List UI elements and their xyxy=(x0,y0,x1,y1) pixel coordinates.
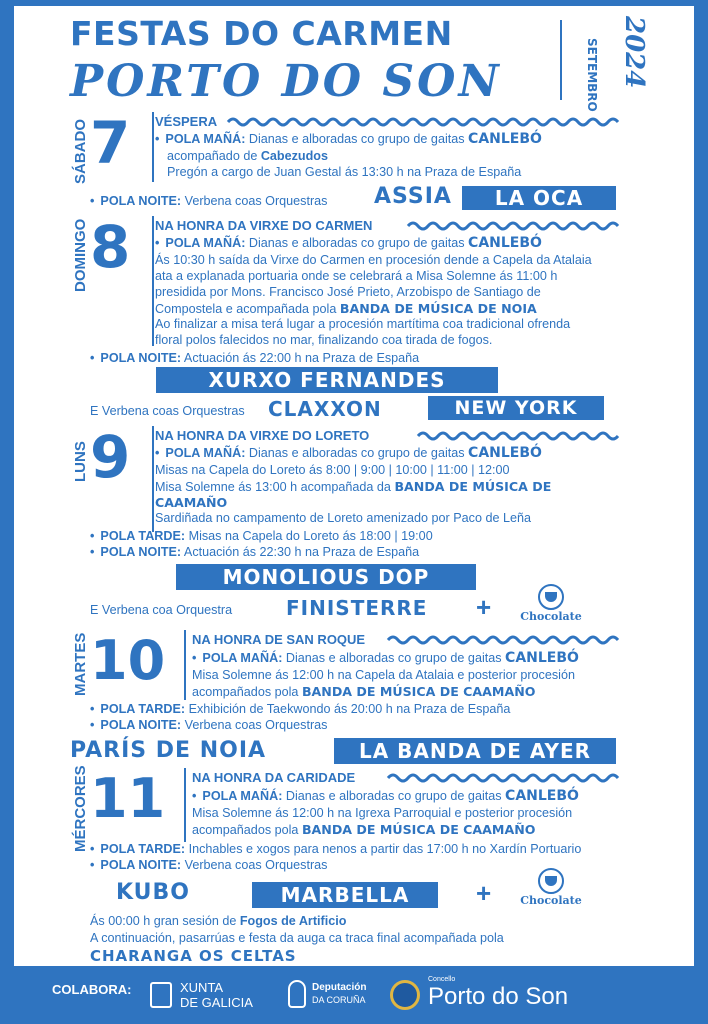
day-divider-8 xyxy=(152,216,154,346)
wave-divider xyxy=(228,116,624,128)
day-divider-11 xyxy=(184,768,186,842)
event-line: acompañado de Cabezudos xyxy=(167,149,329,163)
event-line: • POLA TARDE: Exhibición de Taekwondo ás 20:00 h na Praza de España xyxy=(90,702,511,716)
event-line: • POLA MAÑÁ: Dianas e alboradas co grupo de gaitas CANLEBÓ xyxy=(155,131,542,147)
day-name-9: LUNS xyxy=(72,441,89,482)
cup-icon xyxy=(538,584,564,610)
date-badge xyxy=(560,16,649,112)
chocolate-logo: Chocolate xyxy=(516,868,586,908)
event-line: presidida por Mons. Francisco José Prieto, Arzobispo de Santiago de xyxy=(155,285,541,299)
event-line: CAAMAÑO xyxy=(155,495,228,510)
day-divider-10 xyxy=(184,630,186,700)
poster-subtitle: PORTO DO SON xyxy=(70,56,502,107)
event-line: • POLA MAÑÁ: Dianas e alboradas co grupo de gaitas CANLEBÓ xyxy=(192,788,579,804)
wave-divider xyxy=(388,634,624,646)
day-number-10: 10 xyxy=(90,629,166,692)
day-heading-8: NA HONRA DA VIRXE DO CARMEN xyxy=(155,218,373,233)
plus-sign: + xyxy=(476,592,492,622)
event-line: ata a explanada portuaria onde se celebrará a Misa Solemne ás 11:00 h xyxy=(155,269,558,283)
band-name-box: MARBELLA xyxy=(252,882,438,908)
day-number-8: 8 xyxy=(90,213,131,281)
day-divider-7 xyxy=(152,112,154,182)
footer-sponsors: COLABORA: XUNTA DE GALICIA Deputación DA CORUÑA Concello Porto do Son xyxy=(0,966,708,1024)
day-name-7: SÁBADO xyxy=(72,118,89,184)
concello-emblem-icon xyxy=(390,980,420,1010)
event-line: Sardiñada no campamento de Loreto amenizado por Paco de Leña xyxy=(155,511,531,525)
day-heading-10: NA HONRA DE SAN ROQUE xyxy=(192,632,366,647)
band-name-box: LA OCA xyxy=(462,186,616,210)
event-line: acompañados pola BANDA DE MÚSICA DE CAAMAÑO xyxy=(192,684,536,699)
event-line: • POLA MAÑÁ: Dianas e alboradas co grupo de gaitas CANLEBÓ xyxy=(155,235,542,251)
wave-divider xyxy=(388,772,624,784)
day-heading-9: NA HONRA DA VIRXE DO LORETO xyxy=(155,428,370,443)
band-name-box: LA BANDA DE AYER xyxy=(334,738,616,764)
event-line: Pregón a cargo de Juan Gestal ás 13:30 h na Praza de España xyxy=(167,165,522,179)
day-number-7: 7 xyxy=(90,109,131,177)
day-divider-9 xyxy=(152,426,154,532)
day-number-9: 9 xyxy=(90,423,131,491)
event-line: • POLA NOITE: Verbena coas Orquestras xyxy=(90,858,328,872)
band-name: FINISTERRE xyxy=(286,596,428,620)
verbena-line: E Verbena coa Orquestra xyxy=(90,603,233,617)
plus-sign: + xyxy=(476,878,492,908)
day-number-11: 11 xyxy=(90,767,166,830)
band-name: KUBO xyxy=(116,880,190,905)
deputacion-crest-icon xyxy=(288,980,306,1008)
band-name-box: XURXO FERNANDES xyxy=(156,367,498,393)
day-name-10: MARTES xyxy=(72,632,89,696)
event-line: Misa Solemne ás 12:00 h na Capela da Atalaia e posterior procesión xyxy=(192,668,575,682)
event-line: • POLA NOITE: Verbena coas Orquestras xyxy=(90,718,328,732)
charanga-name: CHARANGA OS CELTAS xyxy=(90,947,297,965)
event-line: Misas na Capela do Loreto ás 8:00 | 9:00 | 10:00 | 11:00 | 12:00 xyxy=(155,463,510,477)
chocolate-logo: Chocolate xyxy=(516,584,586,624)
xunta-emblem-icon xyxy=(150,982,172,1008)
day-heading-7: VÉSPERA xyxy=(155,114,218,129)
poster-title: FESTAS DO CARMEN xyxy=(70,14,453,53)
day-name-8: DOMINGO xyxy=(72,218,89,292)
event-line: floral polos falecidos no mar, finalizando coa tirada de fogos. xyxy=(155,333,493,347)
event-line: Ao finalizar a misa terá lugar a procesión martítima coa tradicional ofrenda xyxy=(155,317,571,331)
year-label: 2024 xyxy=(619,16,649,89)
wave-divider xyxy=(408,220,624,232)
event-line: • POLA MAÑÁ: Dianas e alboradas co grupo de gaitas CANLEBÓ xyxy=(192,650,579,666)
month-label: SETEMBRO xyxy=(585,38,599,112)
event-line: • POLA NOITE: Verbena coas Orquestras xyxy=(90,194,328,208)
band-name-box: MONOLIOUS DOP xyxy=(176,564,476,590)
event-line: • POLA TARDE: Misas na Capela do Loreto ás 18:00 | 19:00 xyxy=(90,529,433,543)
verbena-line: E Verbena coas Orquestras xyxy=(90,404,245,418)
event-line: • POLA NOITE: Actuación ás 22:00 h na Praza de España xyxy=(90,351,420,365)
band-name: CLAXXON xyxy=(268,397,382,421)
event-line: Misa Solemne ás 13:00 h acompañada da BANDA DE MÚSICA DE xyxy=(155,479,552,494)
cup-icon xyxy=(538,868,564,894)
event-line: acompañados pola BANDA DE MÚSICA DE CAAMAÑO xyxy=(192,822,536,837)
day-heading-11: NA HONRA DA CARIDADE xyxy=(192,770,356,785)
event-line: Ás 10:30 h saída da Virxe do Carmen en procesión dende a Capela da Atalaia xyxy=(155,253,592,267)
band-name: ASSIA xyxy=(374,184,452,209)
event-line: • POLA MAÑÁ: Dianas e alboradas co grupo de gaitas CANLEBÓ xyxy=(155,445,542,461)
event-line: • POLA NOITE: Actuación ás 22:30 h na Praza de España xyxy=(90,545,420,559)
event-line: Compostela e acompañada pola BANDA DE MÚSICA DE NOIA xyxy=(155,301,537,316)
closing-line: A continuación, pasarrúas e festa da auga ca traca final acompañada pola xyxy=(90,931,504,945)
wave-divider xyxy=(418,430,624,442)
poster xyxy=(14,6,694,966)
event-line: Misa Solemne ás 12:00 h na Igrexa Parroquial e posterior procesión xyxy=(192,806,573,820)
day-name-11: MÉRCORES xyxy=(72,765,89,852)
band-name-box: NEW YORK xyxy=(428,396,604,420)
event-line: • POLA TARDE: Inchables e xogos para nenos a partir das 17:00 h no Xardín Portuario xyxy=(90,842,582,856)
colabora-label: COLABORA: xyxy=(52,982,132,997)
closing-line: Ás 00:00 h gran sesión de Fogos de Artificio xyxy=(90,914,347,928)
band-name: PARÍS DE NOIA xyxy=(70,738,267,763)
